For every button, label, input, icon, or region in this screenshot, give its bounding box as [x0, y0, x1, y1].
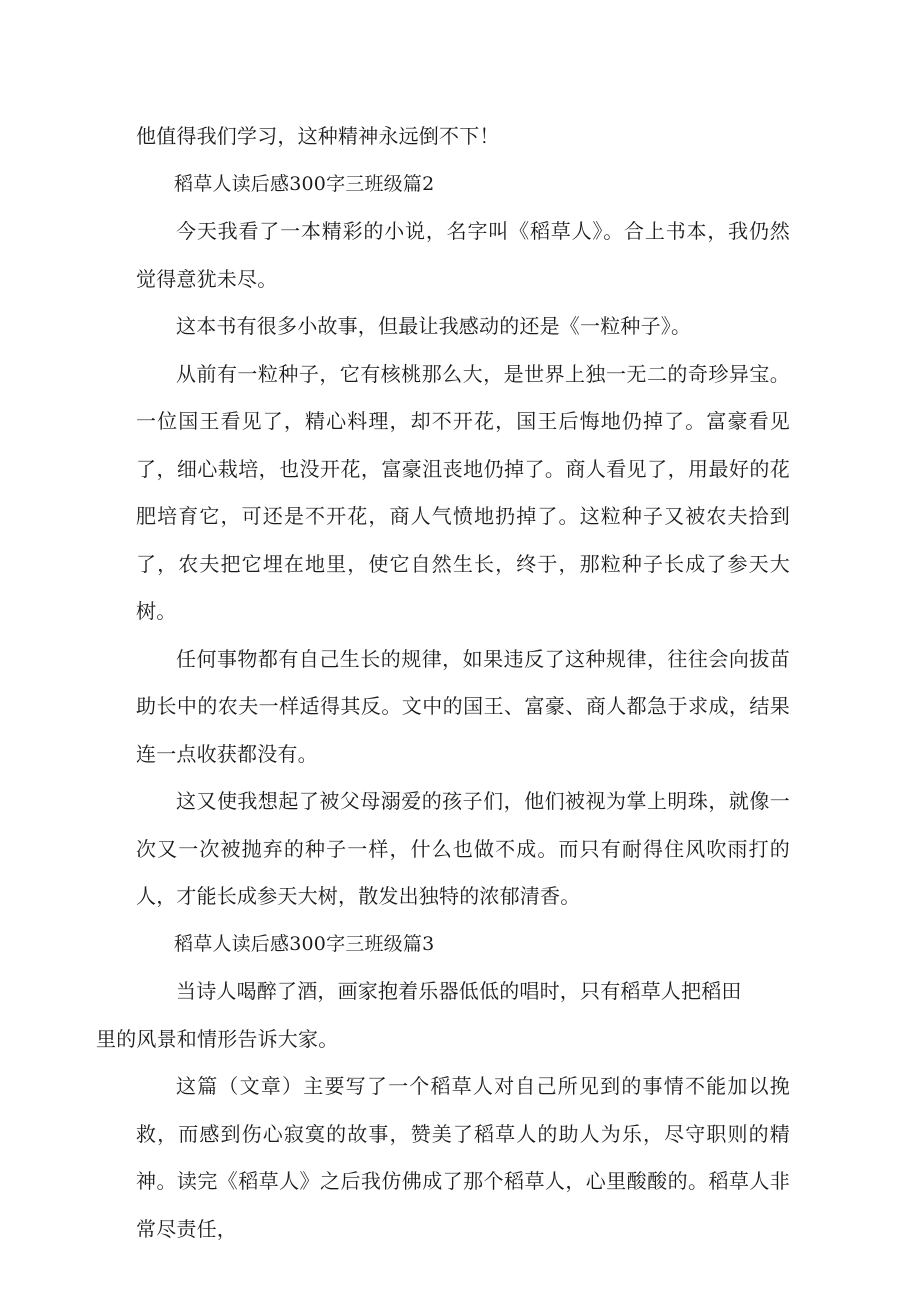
section-heading-3: 稻草人读后感300字三班级篇3 — [174, 932, 435, 955]
paragraph-6: 这又使我想起了被父母溺爱的孩子们，他们被视为掌上明珠，就像一次又一次被抛弃的种子一样，什么也做不成。而只有耐得住风吹雨打的人，才能长成参天大树，散发出独特的浓郁清香。 — [136, 789, 790, 908]
paragraph-3: 这本书有很多小故事，但最让我感动的还是《一粒种子》。 — [176, 314, 692, 338]
paragraph-7 — [96, 968, 790, 1063]
paragraph-8: 这篇（文章）主要写了一个稻草人对自己所见到的事情不能加以挽救，而感到伤心寂寞的故事，赞美了稻草人的助人为乐，尽守职则的精神。读完《稻草人》之后我仿佛成了那个稻草人，心里酸酸的。稻草人非常尽责任， — [136, 1074, 790, 1241]
section-heading-2: 稻草人读后感300字三班级篇2 — [174, 172, 435, 195]
paragraph-7-line-2: 里的风景和情形告诉大家。 — [96, 1026, 339, 1051]
paragraph-2: 今天我看了一本精彩的小说，名字叫《稻草人》。合上书本，我仍然觉得意犹未尽。 — [136, 219, 790, 291]
paragraph-7-line-1: 当诗人喝醉了酒，画家抱着乐器低低的唱时，只有稻草人把稻田 — [176, 979, 742, 1003]
document-body — [96, 113, 790, 1253]
paragraph-4: 从前有一粒种子，它有核桃那么大，是世界上独一无二的奇珍异宝。一位国王看见了，精心料理，却不开花，国王后悔地仍掉了。富豪看见了，细心栽培，也没开花，富豪沮丧地仍掉了。商人看见了，用最好的花肥培育它，可还是不开花，商人气愤地扔掉了。这粒种子又被农夫拾到了，农夫把它埋在地里，使它自然生长，终于，那粒种子长成了参天大树。 — [136, 361, 790, 623]
paragraph-5: 任何事物都有自己生长的规律，如果违反了这种规律，往往会向拔苗助长中的农夫一样适得其反。文中的国王、富豪、商人都急于求成，结果连一点收获都没有。 — [136, 646, 790, 766]
paragraph-1: 他值得我们学习，这种精神永远倒不下！ — [136, 124, 500, 148]
